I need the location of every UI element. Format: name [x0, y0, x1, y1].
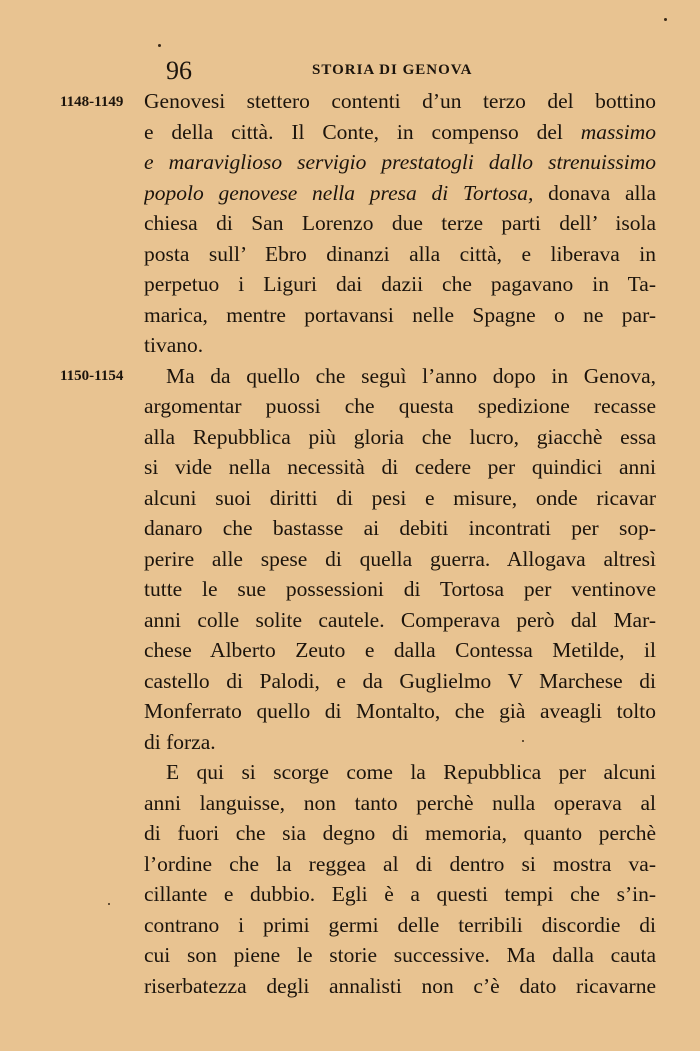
text-line: [144, 696, 656, 727]
text-segment: argomentar puossi che questa spedizione recasse: [144, 394, 656, 418]
text-line: [144, 666, 656, 697]
text-segment: cillante e dubbio. Egli è a questi tempi che s’in-: [144, 882, 656, 906]
text-line: [144, 544, 656, 575]
text-line: [144, 422, 656, 453]
text-segment: tivano.: [144, 333, 204, 357]
text-segment: di fuori che sia degno di memoria, quanto perchè: [144, 821, 656, 845]
italic-text: massimo: [580, 119, 656, 144]
text-segment: tutte le sue possessioni di Tortosa per ventinove: [144, 577, 656, 601]
text-line: [144, 513, 656, 544]
text-line: [166, 361, 656, 392]
text-line: [144, 849, 656, 880]
text-line: [144, 605, 656, 636]
text-line: [144, 178, 656, 209]
margin-date: 1150-1154: [60, 368, 124, 384]
page-number: 96: [166, 56, 192, 85]
text-line: [144, 727, 656, 758]
paper-speck: [158, 44, 161, 47]
text-line: [144, 818, 656, 849]
text-segment: anni colle solite cautele. Comperava però dal Mar-: [144, 607, 656, 632]
text-segment: Ma da quello che seguì l’anno dopo in Genova,: [166, 363, 656, 388]
text-segment: E qui si scorge come la Repubblica per alcuni: [166, 760, 656, 784]
text-segment: alla Repubblica più gloria che lucro, giacchè essa: [144, 424, 656, 449]
running-title: STORIA DI GENOVA: [312, 62, 473, 78]
text-segment: Monferrato quello di Montalto, che già aveagli tolto: [144, 699, 656, 723]
text-segment: Genovesi stettero contenti d’un terzo del bottino: [144, 89, 656, 113]
text-line: [144, 147, 656, 178]
text-segment: anni languisse, non tanto perchè nulla operava al: [144, 790, 656, 815]
text-line: [144, 239, 656, 270]
text-segment: danaro che bastasse ai debiti incontrati per sop-: [144, 516, 656, 540]
text-segment: riserbatezza degli annalisti non c’è dato ricavarne: [144, 973, 656, 998]
text-line: [144, 208, 656, 239]
text-segment: chiesa di San Lorenzo due terze parti dell’ isola: [144, 211, 656, 235]
text-line: [144, 330, 656, 361]
text-line: [144, 910, 656, 941]
paper-speck: [108, 903, 110, 905]
text-line: [166, 757, 656, 788]
paper-speck: [664, 18, 667, 21]
page-header: [0, 56, 700, 86]
paper-speck: [522, 740, 524, 742]
text-segment: posta sull’ Ebro dinanzi alla città, e liberava in: [144, 241, 656, 266]
italic-text: popolo genovese nella presa di Tortosa,: [144, 180, 534, 205]
text-line: [144, 971, 656, 1002]
text-segment: alcuni suoi diritti di pesi e misure, onde ricavar: [144, 485, 656, 510]
text-line: [144, 940, 656, 971]
text-segment: marica, mentre portavansi nelle Spagne o ne par-: [144, 302, 656, 327]
italic-text: e maraviglioso servigio prestatogli dallo strenuissimo: [144, 150, 656, 174]
text-segment: e della città. Il Conte, in compenso del: [144, 119, 581, 144]
text-line: [144, 452, 656, 483]
text-line: [144, 117, 656, 148]
text-segment: cui son piene le storie successive. Ma dalla cauta: [144, 943, 656, 967]
text-line: [144, 879, 656, 910]
text-line: [144, 391, 656, 422]
text-line: [144, 574, 656, 605]
text-line: [144, 86, 656, 117]
text-line: [144, 483, 656, 514]
text-segment: di forza.: [144, 729, 216, 754]
text-segment: chese Alberto Zeuto e dalla Contessa Metilde, il: [144, 638, 656, 662]
text-segment: contrano i primi germi delle terribili discordie di: [144, 912, 656, 937]
text-line: [144, 269, 656, 300]
text-segment: perire alle spese di quella guerra. Allogava altresì: [144, 546, 656, 571]
text-segment: si vide nella necessità di cedere per quindici anni: [144, 455, 656, 479]
text-segment: castello di Palodi, e da Guglielmo V Marchese di: [144, 668, 656, 693]
text-line: [144, 300, 656, 331]
text-line: [144, 788, 656, 819]
text-segment: donava alla: [533, 180, 656, 205]
margin-date: 1148-1149: [60, 94, 124, 110]
text-line: [144, 635, 656, 666]
text-segment: l’ordine che la reggea al di dentro si mostra va-: [144, 851, 656, 876]
text-segment: perpetuo i Liguri dai dazii che pagavano in Ta-: [144, 272, 656, 296]
